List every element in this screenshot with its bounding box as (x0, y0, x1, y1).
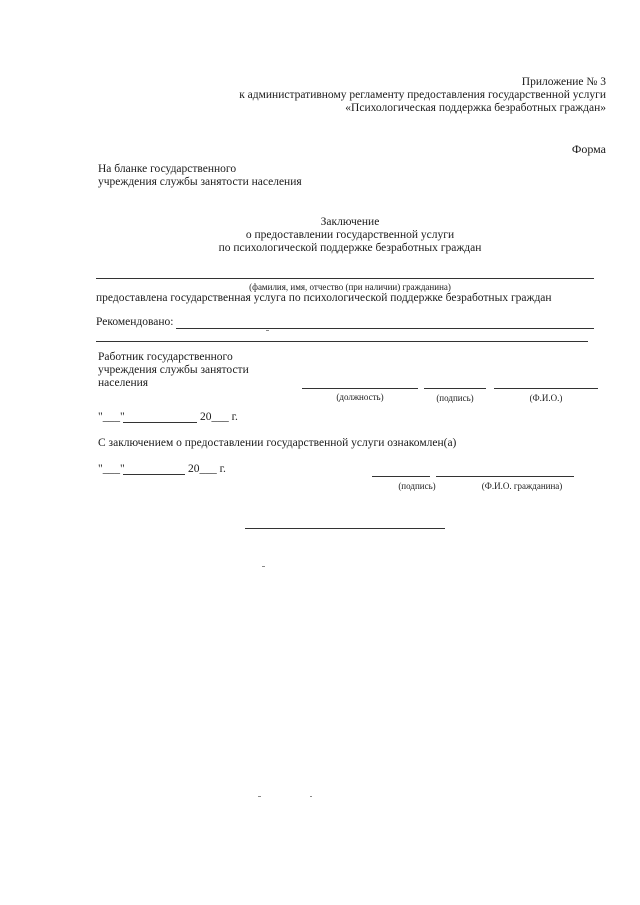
provided-text: предоставлена государственная услуга по психологической поддержке безработных граждан (96, 292, 552, 304)
document-title: Заключение (320, 216, 380, 228)
closing-rule (245, 528, 445, 529)
acq-fio-line[interactable] (436, 476, 574, 477)
acq-fio-caption: (Ф.И.О. гражданина) (481, 481, 563, 491)
employee-fio-line[interactable] (494, 388, 598, 389)
signature-caption: (подпись) (436, 393, 474, 403)
signature-line[interactable] (424, 388, 486, 389)
document-subtitle-1: о предоставлении государственной услуги (245, 229, 455, 241)
date-day: "___" (98, 411, 125, 423)
date-month-line[interactable] (123, 422, 197, 423)
acq-date-day: "___" (98, 463, 125, 475)
fio-short-caption: (Ф.И.О.) (529, 393, 563, 403)
form-label: Форма (571, 142, 606, 156)
acq-signature-line[interactable] (372, 476, 430, 477)
regulation-line: к административному регламенту предоставления государственной услуги (239, 89, 606, 101)
employee-line1: Работник государственного (98, 351, 233, 363)
appendix-number: Приложение № 3 (521, 76, 606, 88)
fio-caption: (фамилия, имя, отчество (при наличии) гражданина) (249, 282, 451, 292)
date-year: 20___ г. (200, 411, 238, 423)
letterhead-line1: На бланке государственного (98, 163, 237, 175)
acq-date-month-line[interactable] (123, 474, 185, 475)
scan-speck (266, 330, 269, 331)
position-caption: (должность) (336, 392, 384, 402)
scan-speck (262, 566, 265, 567)
acq-signature-caption: (подпись) (398, 481, 436, 491)
acquainted-text: С заключением о предоставлении государственной услуги ознакомлен(а) (98, 437, 457, 449)
employee-line3: населения (98, 377, 149, 389)
acq-date-year: 20___ г. (188, 463, 226, 475)
scan-speck (310, 796, 312, 797)
scan-speck (258, 796, 261, 797)
fio-line[interactable] (96, 278, 594, 279)
letterhead-line2: учреждения службы занятости населения (98, 176, 302, 188)
recommended-line-1[interactable] (176, 328, 594, 329)
service-name: «Психологическая поддержка безработных граждан» (345, 102, 606, 114)
position-line[interactable] (302, 388, 418, 389)
recommended-label: Рекомендовано: (96, 316, 174, 328)
recommended-line-2[interactable] (96, 341, 588, 342)
document-subtitle-2: по психологической поддержке безработных граждан (218, 242, 482, 254)
employee-line2: учреждения службы занятости (98, 364, 249, 376)
